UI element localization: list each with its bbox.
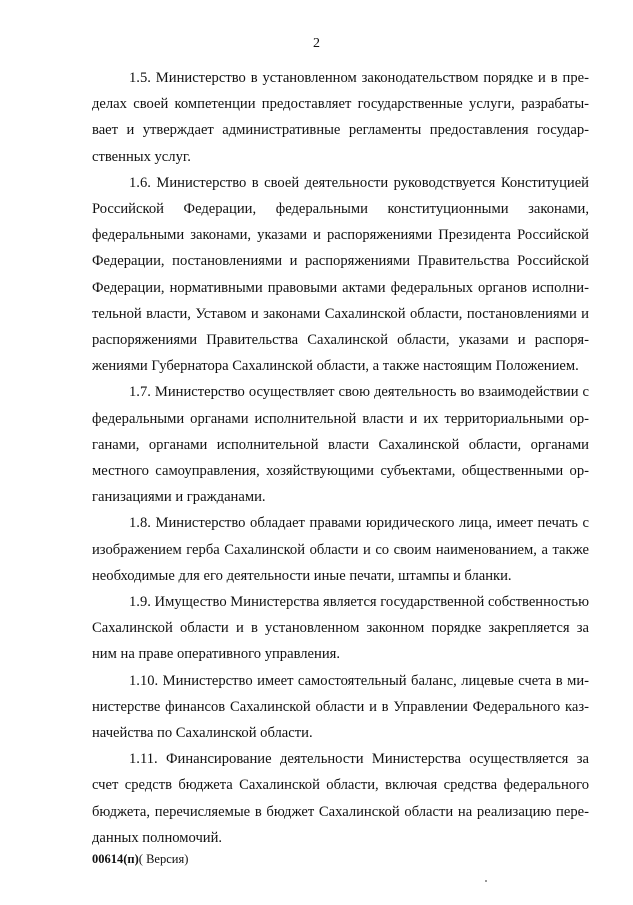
paragraph-1-10: 1.10. Министерство имеет самостоятельный баланс, лицевые счета в министерстве финансов Сахалинской области и в Управлении Федерального казначейства по Сахалинской области. [92,672,589,742]
paragraph-1-9: 1.9. Имущество Министерства является государственной собственностью Сахалинской области и в установленном законном порядке закрепляется за ним на праве оперативного управления. [92,594,589,663]
document-code: 00614(п) [92,852,139,866]
paragraph-1-5: 1.5. Министерство в установленном законодательством порядке и в пределах своей компетенции предоставляет государственные услуги, разрабатывает и утверждает административные регламенты предоставления государственных услуг. [92,70,589,165]
document-footer [92,852,188,867]
page-number: 2 [313,36,320,51]
paragraph-1-6: 1.6. Министерство в своей деятельности руководствуется Конституцией Российской Федерации, федеральными конституционными законами, федеральными законами, указами и распоряжениями Президента Российской Федерации, постановлениями и распоряжениями Правительства Российской Федерации, нормативными правовыми актами федеральных органов исполнительной власти, Уставом и законами Сахалинской области, постановлениями и распоряжениями Правительства Сахалинской области, указами и распоряжениями Губернатора Сахалинской области, а также настоящим Положением. [92,174,589,375]
paragraph-1-11: 1.11. Финансирование деятельности Министерства осуществляется за счет средств бюджета Сахалинской области, включая средства федерального бюджета, перечисляемые в бюджет Сахалинской области на реализацию переданных полномочий. [92,751,589,846]
scan-speck [485,880,487,882]
paragraph-1-8: 1.8. Министерство обладает правами юридического лица, имеет печать с изображением герба Сахалинской области и со своим наименованием, а также необходимые для его деятельности иные печати, штампы и бланки. [92,515,589,584]
document-version: ( Версия) [138,852,189,866]
paragraph-1-7: 1.7. Министерство осуществляет свою деятельность во взаимодействии с федеральными органами исполнительной власти и их территориальными органами, органами исполнительной власти Сахалинской области, органами местного самоуправления, хозяйствующими субъектами, общественными организациями и гражданами. [92,384,589,506]
document-body [92,65,589,851]
